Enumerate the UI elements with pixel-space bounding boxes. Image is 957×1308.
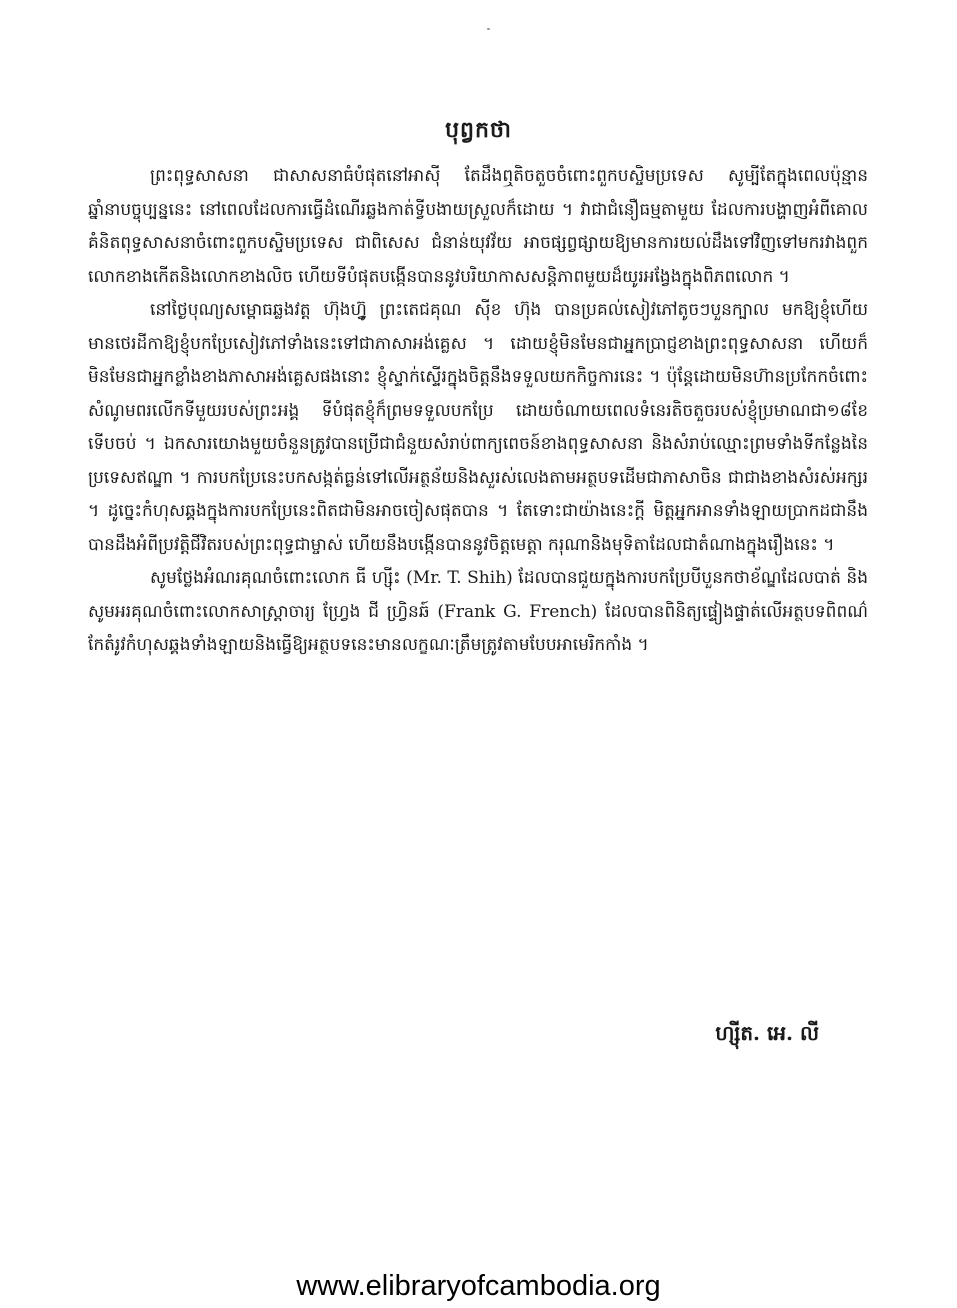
paragraph-1: ព្រះពុទ្ធសាសនា ជាសាសនាធំបំផុតនៅអាស៊ី តែដឹងឮតិចតួចចំពោះពួកបស្ចិមប្រទេស សូម្បីតែក្នុងពេលប៉ុន្មានឆ្នាំនាបច្ចុប្បន្ននេះ នៅពេលដែលការធ្វើដំណើរឆ្លងកាត់ទ្វីបងាយស្រួលក៏ដោយ ។ វាជាជំនឿធម្មតាមួយ ដែលការបង្ហាញអំពីគោលគំនិតពុទ្ធសាសនាចំពោះពួកបស្ចិមប្រទេស ជាពិសេស ជំនាន់យុវវ័យ អាចផ្សព្វផ្សាយឱ្យមានការយល់ដឹងទៅវិញទៅមករវាងពួកលោកខាងកើតនិងលោកខាងលិច ហើយទីបំផុតបង្កើនបាននូវបរិយាកាសសន្តិភាពមួយដ៏យូរអង្វែងក្នុងពិភពលោក ។ [88, 166, 868, 287]
author-signature: ហ្ស៊ីត. អេ. លី [715, 1021, 819, 1045]
paragraph-2: នៅថ្ងៃបុណ្យសម្ពោធឆ្លងវត្ត ហ៊ុងហ្វ៊ូ ព្រះតេជគុណ ស៊ីខ ហ៊ុង បានប្រគល់សៀវភៅតូចៗបួនក្បាល មកឱ្យខ្ញុំហើយមានថេរដីកាឱ្យខ្ញុំបកប្រែសៀវភៅទាំងនេះទៅជាភាសាអង់គ្លេស ។ ដោយខ្ញុំមិនមែនជាអ្នកប្រាជ្ញខាងព្រះពុទ្ធសាសនា ហើយក៏មិនមែនជាអ្នកខ្លាំងខាងភាសាអង់គ្លេសផងនោះ ខ្ញុំស្ទាក់ស្ទើរក្នុងចិត្តនឹងទទួលយកកិច្ចការនេះ ។ ប៉ុន្តែដោយមិនហ៊ានប្រកែកចំពោះសំណូមពរលើកទីមួយរបស់ព្រះអង្គ ទីបំផុតខ្ញុំក៏ព្រមទទួលបកប្រែ ដោយចំណាយពេលទំនេរតិចតួចរបស់ខ្ញុំប្រមាណជា១៨ខែទើបចប់ ។ ឯកសារយោងមួយចំនួនត្រូវបានប្រើជាជំនួយសំរាប់ពាក្យពេចន៍ខាងពុទ្ធសាសនា និងសំរាប់ឈ្មោះព្រមទាំងទីកន្លែងនៃប្រទេសឥណ្ឌា ។ ការបកប្រែនេះបកសង្កត់ធ្ងន់ទៅលើអត្ថន័យនិងសួរស់លេងតាមអត្ថបទដើមជាភាសាចិន ជាជាងខាងសំរស់អក្សរ ។ ដូច្នេះកំហុសឆ្គងក្នុងការបកប្រែនេះពិតជាមិនអាចចៀសផុតបាន ។ តែទោះជាយ៉ាងនេះក្តី មិត្តអ្នកអានទាំងឡាយប្រាកដជានឹងបានដឹងអំពីប្រវត្តិជីវិតរបស់ព្រះពុទ្ធជាម្ចាស់ ហើយនឹងបង្កើនបាននូវចិត្តមេត្តា ករុណានិងមុទិតាដែលជាតំណាងក្នុងរឿងនេះ ។ [88, 300, 868, 555]
footer-url: www.elibraryofcambodia.org [296, 1270, 661, 1302]
preface-body [88, 160, 868, 663]
scan-speck [487, 28, 490, 30]
paragraph-3: សូមថ្លែងអំណរគុណចំពោះលោក ធី ហ្ស៊ីះ (Mr. T. Shih) ដែលបានជួយក្នុងការបកប្រែបីបួនកថាខ័ណ្ឌដែលបាត់ និងសូមអរគុណចំពោះលោកសាស្ត្រាចារ្យ ហ្វ្រែង ជី ហ្វ្រិនឆ៍ (Frank G. French) ដែលបានពិនិត្យផ្ទៀងផ្ទាត់លើអត្ថបទពិពណ៌ កែតំរូវកំហុសឆ្គងទាំងឡាយនិងធ្វើឱ្យអត្ថបទនេះមានលក្ខណៈត្រឹមត្រូវតាមបែបអាមេរិកកាំង ។ [88, 568, 868, 655]
page-heading: បុព្វកថា [445, 117, 512, 143]
